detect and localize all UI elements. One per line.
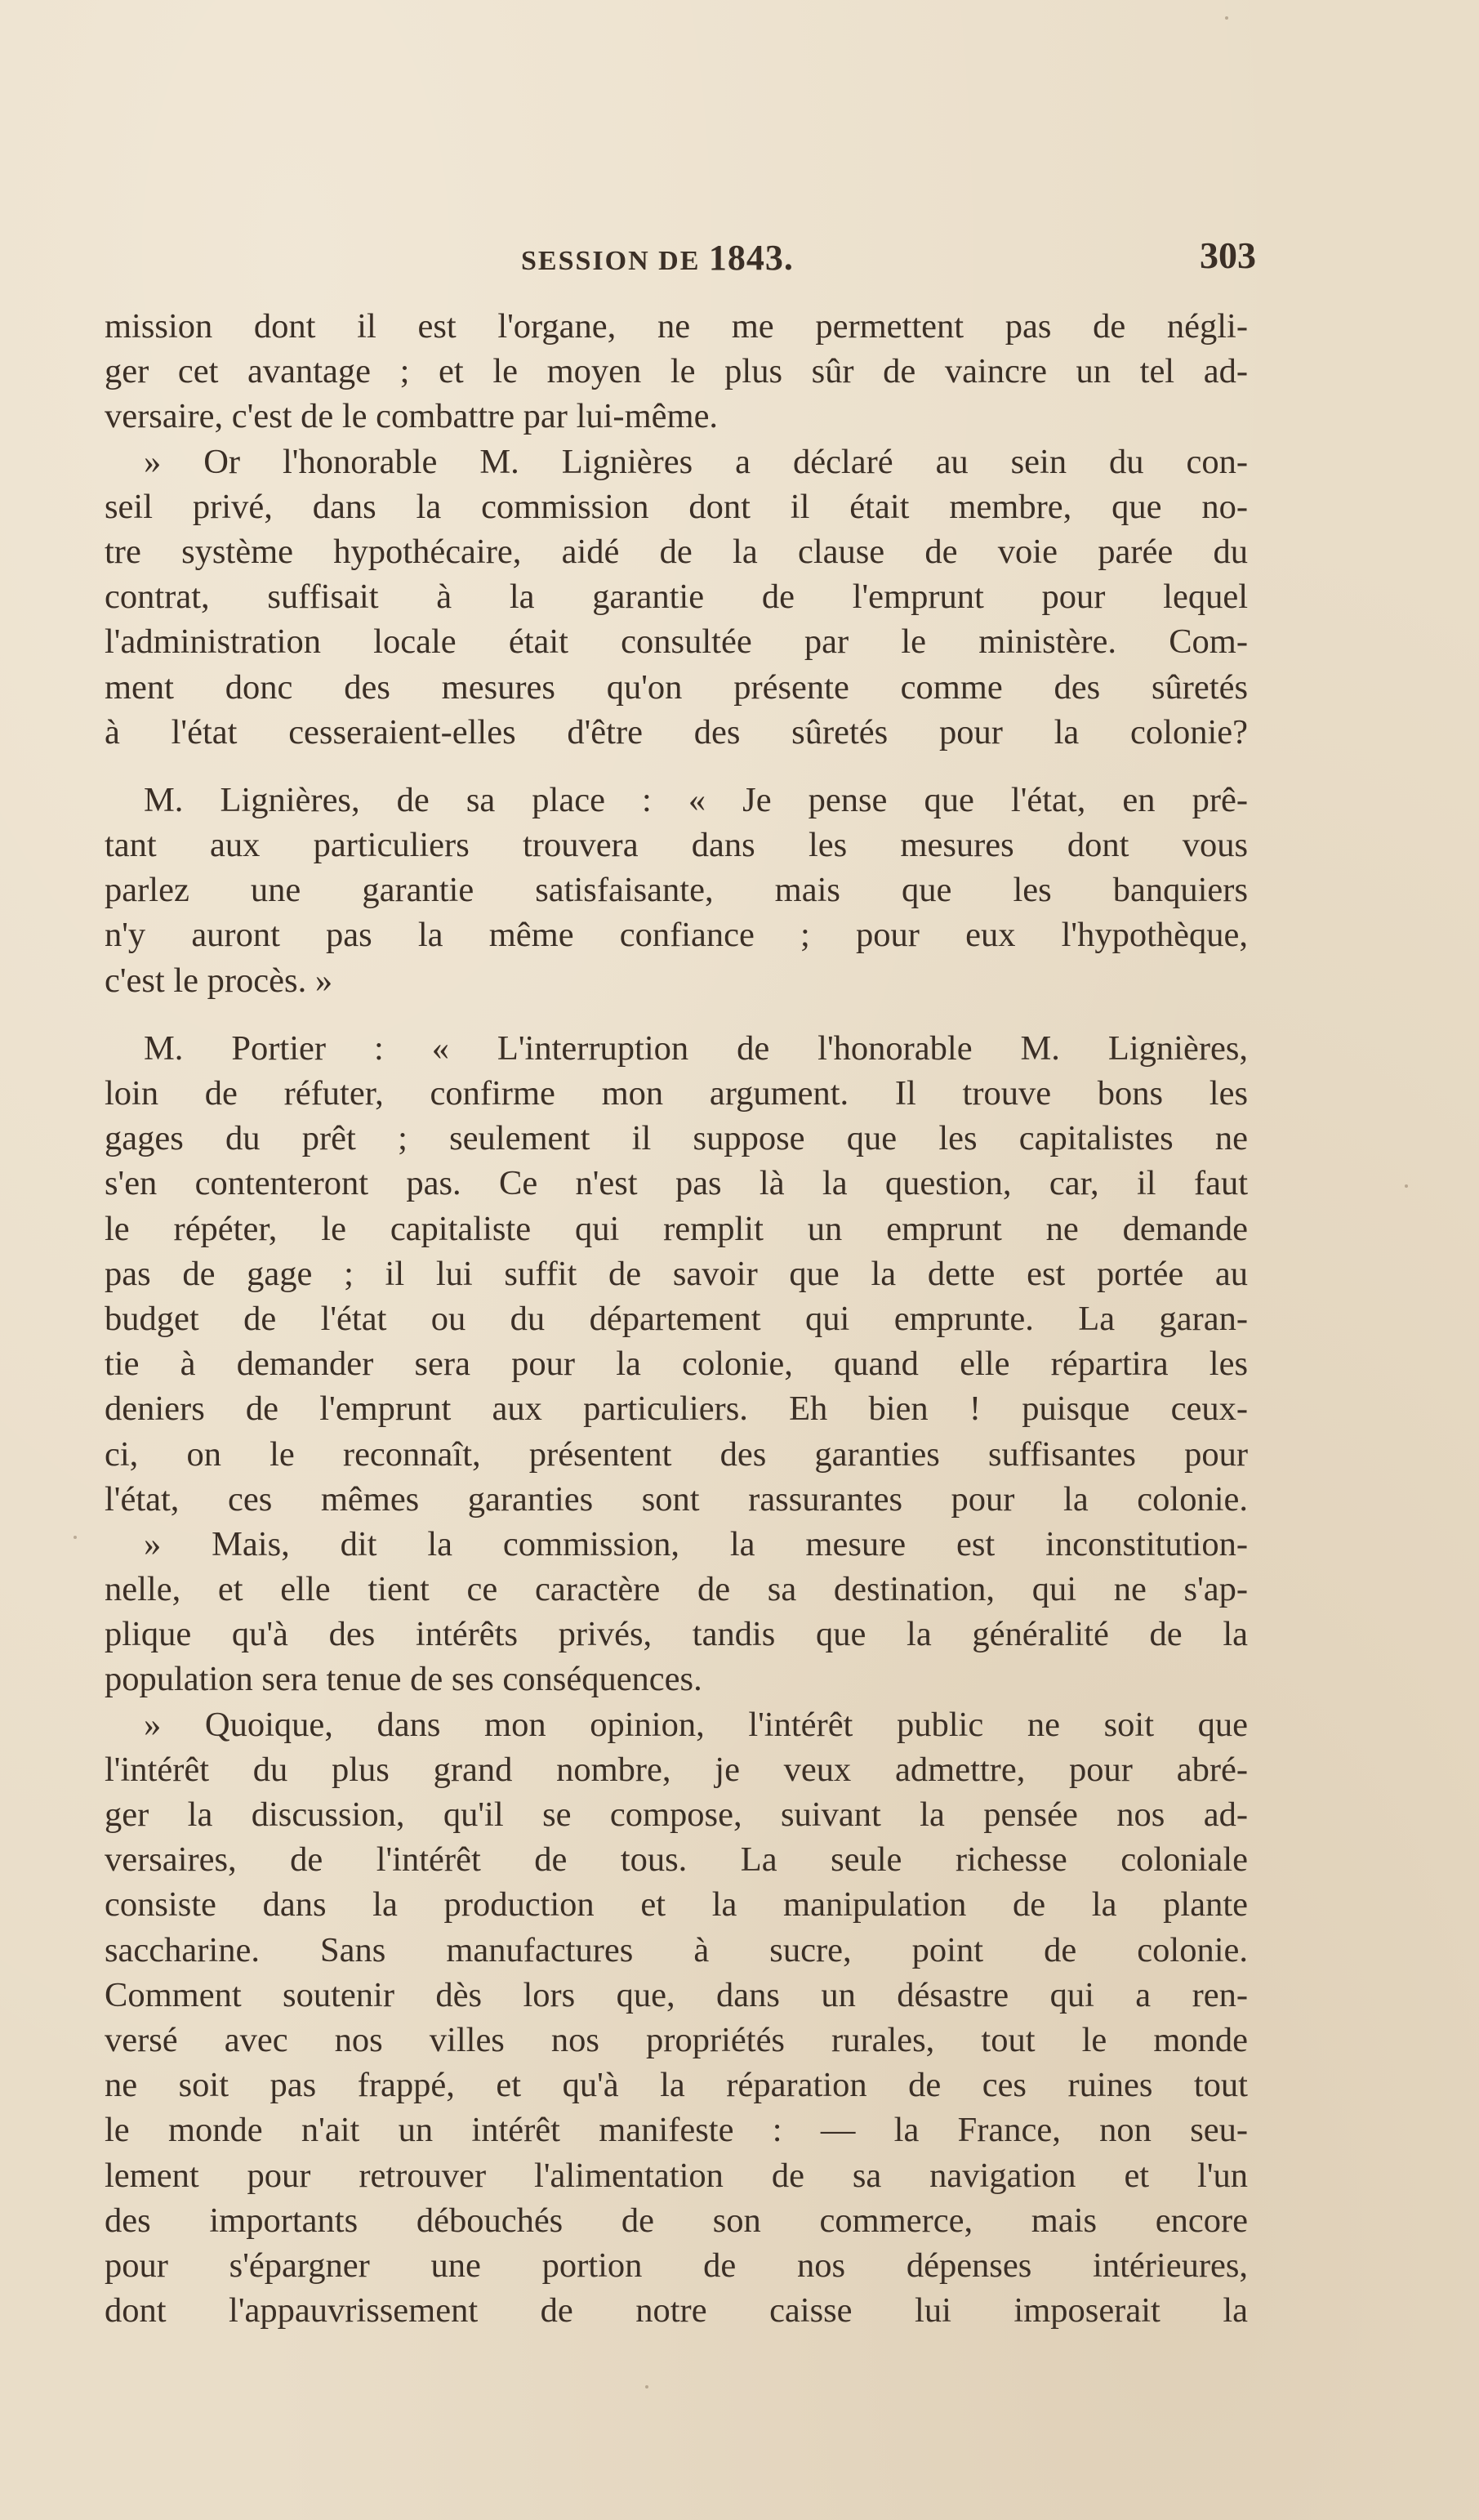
- text-line: l'administration locale était consultée par le ministère. Com-: [105, 622, 1248, 662]
- body-text: [105, 304, 1248, 2333]
- paper-speck: [74, 1536, 77, 1539]
- text-line: » Or l'honorable M. Lignières a déclaré au sein du con-: [144, 442, 1248, 481]
- text-line: pas de gage ; il lui suffit de savoir que la dette est portée au: [105, 1254, 1248, 1293]
- page-number: 303: [1200, 234, 1256, 276]
- text-line: » Mais, dit la commission, la mesure est inconstitution-: [144, 1524, 1248, 1563]
- text-line: budget de l'état ou du département qui emprunte. La garan-: [105, 1299, 1248, 1338]
- text-line: l'état, ces mêmes garanties sont rassurantes pour la colonie.: [105, 1479, 1248, 1519]
- text-line: pour s'épargner une portion de nos dépenses intérieures,: [105, 2246, 1248, 2285]
- text-line: des importants débouchés de son commerce, mais encore: [105, 2201, 1248, 2240]
- text-line: dont l'appauvrissement de notre caisse lui imposerait la: [105, 2291, 1248, 2330]
- text-line: ger la discussion, qu'il se compose, suivant la pensée nos ad-: [105, 1795, 1248, 1834]
- text-line: le répéter, le capitaliste qui remplit un emprunt ne demande: [105, 1209, 1248, 1248]
- running-title-year: 1843.: [708, 238, 794, 278]
- text-line: versaire, c'est de le combattre par lui-même.: [105, 397, 719, 436]
- text-line: population sera tenue de ses conséquences.: [105, 1660, 702, 1699]
- text-line: nelle, et elle tient ce caractère de sa destination, qui ne s'ap-: [105, 1570, 1248, 1609]
- text-line: ger cet avantage ; et le moyen le plus sûr de vaincre un tel ad-: [105, 352, 1248, 391]
- running-title-text: SESSION DE: [521, 246, 701, 276]
- running-head: [105, 234, 1256, 286]
- text-line: parlez une garantie satisfaisante, mais que les banquiers: [105, 871, 1248, 910]
- text-line: ne soit pas frappé, et qu'à la réparation de ces ruines tout: [105, 2066, 1248, 2105]
- text-line: seil privé, dans la commission dont il était membre, que no-: [105, 487, 1248, 526]
- text-line: versé avec nos villes nos propriétés rurales, tout le monde: [105, 2020, 1248, 2059]
- paragraph-gap: [105, 1003, 1248, 1026]
- text-line: gages du prêt ; seulement il suppose que les capitalistes ne: [105, 1119, 1248, 1158]
- text-line: lement pour retrouver l'alimentation de sa navigation et l'un: [105, 2156, 1248, 2195]
- text-line: loin de réfuter, confirme mon argument. Il trouve bons les: [105, 1074, 1248, 1113]
- text-line: tre système hypothécaire, aidé de la clause de voie parée du: [105, 532, 1248, 571]
- text-line: s'en contenteront pas. Ce n'est pas là la question, car, il faut: [105, 1164, 1248, 1203]
- text-line: Comment soutenir dès lors que, dans un désastre qui a ren-: [105, 1975, 1248, 2014]
- paragraph-gap: [105, 755, 1248, 778]
- text-line: contrat, suffisait à la garantie de l'emprunt pour lequel: [105, 578, 1248, 617]
- text-line: tant aux particuliers trouvera dans les mesures dont vous: [105, 826, 1248, 865]
- text-line: c'est le procès. »: [105, 961, 333, 1000]
- text-line: ment donc des mesures qu'on présente comme des sûretés: [105, 667, 1248, 707]
- text-line: le monde n'ait un intérêt manifeste : — la France, non seu-: [105, 2111, 1248, 2150]
- text-line: à l'état cesseraient-elles d'être des sûretés pour la colonie?: [105, 712, 1248, 752]
- text-line: ci, on le reconnaît, présentent des garanties suffisantes pour: [105, 1434, 1248, 1474]
- text-line: n'y auront pas la même confiance ; pour eux l'hypothèque,: [105, 916, 1248, 955]
- paper-speck: [645, 2385, 648, 2388]
- paper-speck: [1405, 1184, 1408, 1188]
- text-line: mission dont il est l'organe, ne me permettent pas de négli-: [105, 307, 1248, 346]
- running-title: [521, 237, 794, 279]
- text-line: M. Lignières, de sa place : « Je pense que l'état, en prê-: [144, 780, 1248, 819]
- text-line: plique qu'à des intérêts privés, tandis que la généralité de la: [105, 1615, 1248, 1654]
- text-line: saccharine. Sans manufactures à sucre, point de colonie.: [105, 1930, 1248, 1969]
- text-line: consiste dans la production et la manipulation de la plante: [105, 1885, 1248, 1925]
- text-line: versaires, de l'intérêt de tous. La seule richesse coloniale: [105, 1840, 1248, 1880]
- text-line: » Quoique, dans mon opinion, l'intérêt public ne soit que: [144, 1705, 1248, 1744]
- text-line: deniers de l'emprunt aux particuliers. Eh bien ! puisque ceux-: [105, 1389, 1248, 1429]
- text-line: tie à demander sera pour la colonie, quand elle répartira les: [105, 1345, 1248, 1384]
- text-line: M. Portier : « L'interruption de l'honorable M. Lignières,: [144, 1028, 1248, 1068]
- paper-speck: [1225, 16, 1228, 20]
- text-line: l'intérêt du plus grand nombre, je veux admettre, pour abré-: [105, 1750, 1248, 1789]
